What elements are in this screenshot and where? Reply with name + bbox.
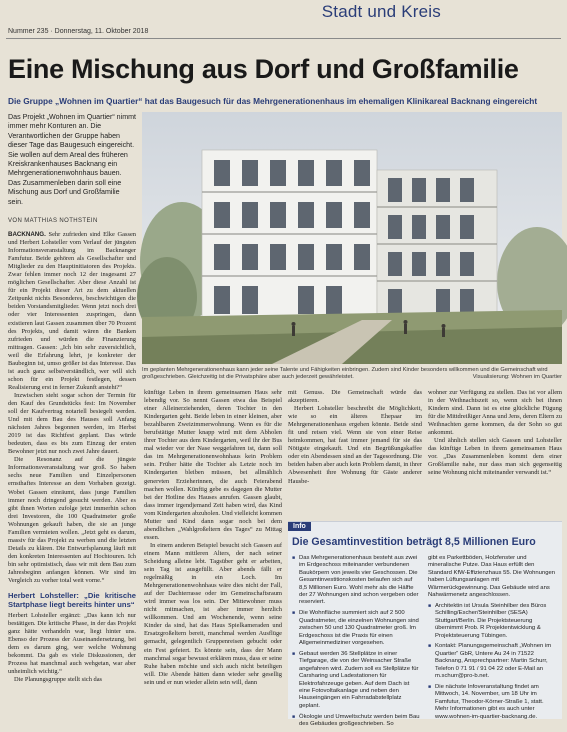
paragraph (8, 231, 136, 392)
info-item: ■ Gebaut werden 36 Stellplätze in einer Tiefgarage, die von der Weinsacher Straße angefahren wird. Zudem soll es Stellplätze für Carsharing und Ladestationen für Elektrofahrzeuge geben. Auf dem Dach ist eine Fotovoltaikanlage und neben den Hauseingängen ein Fahrradabstellplatz geplant. (292, 651, 422, 710)
section-title: Stadt und Kreis (321, 2, 441, 21)
paragraph: künftige Leben in ihrem gemeinsamen Haus sehr lebendig vor. So nennt Gassen etwa das Beispiel einer Alleinerziehenden, deren Tochter in den Kindergarten geht. Beide leben in einer kleinen, aber bezahlbaren Zweizimmerwohnung. Wenn es für die berufstätige Mutter knapp wird mit dem Abholen ihrer Tochter aus dem Kindergarten, weil ihr der Bus mal wieder vor der Nase weggefahren ist, dann soll das im Mehrgenerationenwohnhaus kein Problem sein. Früher hätte die Tochter als Letzte noch im Kindergarten bleiben müssen, bei allmählich genervten Erzieherinnen, die auch Feierabend machen wollen. Künftig gebe es dagegen die Mutter bei der Hotline des Hauses anrufen. Gassen glaubt, dass immer irgendjemand Zeit haben wird, das Kind vom Kindergarten abzuholen. Und vielleicht kommen Mutter und Kind dann sogar noch bei dem abendlichen „Wahlgroßeltern des Tages“ zu Mittag essen. (144, 389, 282, 541)
masthead (6, 0, 561, 39)
building-render (142, 112, 562, 364)
info-list-left (292, 555, 422, 732)
info-list-right (428, 555, 558, 725)
article-column-4 (428, 389, 562, 517)
paragraph: Inzwischen steht sogar schon der Termin für den Kauf des Grundstücks fest: Im November soll der Kaufvertrag notariell besiegelt werden. Und mit dem Bau des Hauses soll Anfang nächsten Jahres begonnen werden, im Herbst 2019 ist das Richtfest geplant. Das würde bedeuten, dass es bis zum Einzug der ersten Bewohner jetzt nur noch zwei Jahre dauert. (8, 391, 136, 456)
caption-text: Im geplanten Mehrgenerationenhaus kann jeder seine Talente und Fähigkeiten einbringen. Zudem sind Kinder besonders willkommen und die Gemeinschaft wird großgeschrieben. Gleichzeitig ist die Privatsphäre aber auch jederzeit gewährleistet. (142, 367, 548, 381)
info-title: Die Gesamtinvestition beträgt 8,5 Millionen Euro (292, 536, 536, 548)
caption-credit: Visualisierung: Wohnen im Quartier (472, 374, 562, 381)
paragraph: Die Planungsgruppe stellt sich das (14, 676, 103, 684)
paragraph: mit Genuss. Die Gemeinschaft würde das akzeptieren. (288, 389, 422, 405)
paragraph: wohner zur Verfügung zu stellen. Das ist vor allem in der Weihnachtszeit so, wenn sich bei ihnen Kindern sind. Dann ist es eine glückliche Fügung für die Mittdreißiger Anna und Jens, deren Eltern zu Weihnachten gerne kommen, da der Sohn so gut ankommt. (428, 389, 562, 437)
paragraph-text: Sehr zufrieden sind Elke Gassen und Herbert Lohsteller vom Verlauf der jüngsten Informationsveranstaltung im Backnanger Famfutur. Beide gehören als Gesellschafter und Mitglieder zu den Hauptinitiatoren des Projekts. Zwar fehlen immer noch 12 der insgesamt 27 möglichen Gesellschafter. Aber diese Anzahl ist für ein Projekt dieser Art zu dem aktuellen Zeitpunkt nichts Besonderes, beschwichtigen die beiden Vorstandsmitglieder. Wenn jetzt noch drei oder vier Interessenten zuspringen, dann existieren laut Gassen zusammen über 70 Prozent des Projekts, und damit wären die Banken zufrieden und würden die Finanzierung mittragen. Gassen: „Ich bin sehr zuversichtlich, weil die Erfahrung lehrt, je konkreter der Baubeginn ist, umso größer ist das Interesse. Das ist auch ganz selbstverständlich, wer will sich schon für ein Projekt festlegen, dessen Realisierung erst in ferner Zukunft ansteht?“ (8, 231, 136, 391)
article-teaser: Das Projekt „Wohnen im Quartier“ nimmt immer mehr Konturen an. Die Verantwortlichen der Gruppe haben dieser Tage das Baugesuch eingereicht. Sie wollen auf dem Areal des früheren Kreiskrankenhauses Backnang ein Mehrgenerationenwohnhaus bauen. Das Zusammenleben darin soll eine Mischung aus Dorf und Großfamilie sein. (8, 113, 136, 206)
issue-info: Nummer 235 · Donnerstag, 11. Oktober 2018 (8, 28, 149, 35)
article-column-2 (144, 389, 282, 718)
paragraph: Und ähnlich stellen sich Gassen und Lohsteller das künftige Leben in ihrem gemeinsamen Haus vor. „Das Zusammenleben kommt dem einer Großfamilie nahe, nur dass man sich gegenseitig seine Wohnung nicht miteinander verwandt ist.“ (428, 437, 562, 477)
info-box (288, 521, 562, 728)
info-item: ■ Architektin ist Ursula Steinhilber des Büros Schilling/Escher/Steinhilber (SESA) Stuttgart/Berlin. Die Projektsteuerung übernimmt Prob. R Projektentwicklung & Projektsteuerung Tübingen. (428, 603, 558, 640)
article-column-3 (288, 389, 422, 517)
info-item: ■ Die nächste Infoveranstaltung findet am Mittwoch, 14. November, um 18 Uhr im Famfutur, Theodor-Körner-Straße 1, statt. Mehr Informationen gibt es auch unter www.wohnen-im-quartier-backnang.de. (428, 684, 558, 721)
paragraph: Herbert Lohsteller ergänzt: „Das kann ich nur bestätigen. Die kritische Phase, in der das Projekt ganz hätte verhandeln war, liegt hinter uns. Ebenso der Prozess der Auseinandersetzung, bei dem es darum ging, wer welche Wohnung bekommt. Da gab es viele Diskussionen, der Prozess hat manchmal auch wehgetan, war aber unheimlich wichtig.“ (8, 612, 136, 676)
info-item: ■ Ökologie und Umweltschutz werden beim Bau des Gebäudes großgeschrieben. So (292, 714, 422, 729)
intertitle: Herbert Lohsteller: „Die kritische Startphase liegt bereits hinter uns“ (8, 591, 136, 610)
building-visualization-photo (142, 112, 562, 364)
info-item-continued: gibt es Parkettböden, Holzfenster und mineralische Putze. Das Haus erfüllt den Standard KfW-Effizienzhaus 55. Die Wohnungen haben Lüftungsanlagen mit Wärmerückgewinnung. Das Gebäude wird ans Nahwärmenetz angeschlossen. (428, 555, 556, 599)
dateline: BACKNANG. (8, 231, 46, 238)
paragraph: In einem anderen Beispiel besucht sich Gassen auf einem Mann mittleren Alters, der nach seiner Scheidung alleine lebt. Tagsüber geht er arbeiten, sein Tag ist ausgefüllt. Aber abends fällt er regelmäßig in ein Loch. Im Mehrgenerationenwohnhaus wäre dies nicht der Fall, auf der Dachterrasse oder im Gemeinschaftsraum wird immer was los sein. Der Mittewohner muss nicht mitmachen, ist aber immer herzlich willkommen. Und am Wochenende, wenn seine Kinder da sind, hat das Haus Spielkameraden und Ersatzgroßeltern bereit, manchmal werden Ausflüge gemacht, gelegentlich Gruppenreisen gebucht oder ein Fest gefeiert. Es könnte sein, dass der Mann manchmal sogar bewusst erklären muss, dass er seine Ruhe haben möchte und sich auch nicht beteiligen will. Die Abende hätten dann wieder sehr gesellig sein und er nun wieder allein sein will, dann (144, 541, 282, 686)
photo-caption (142, 367, 562, 381)
article-subhead: Die Gruppe „Wohnen im Quartier“ hat das Baugesuch für das Mehrgenerationenhaus im ehemaligen Klinikareal Backnang eingereicht (8, 96, 538, 106)
info-tag: Info (288, 522, 311, 531)
paragraph: Herbert Lohsteller beschreibt die Möglichkeit, wie so ein älteres Ehepaar im Mehrgenerationenhaus ergehen könnte. Beide sind fit und reisen viel. Wenn sie von einer Reise heimkommen, hat fast immer jemand für sie das Nötigste eingekauft. Und ein Begrüßungskaffee oder ein Abendessen sind an der Tagesordnung. Die beiden haben aber auch kein Problem damit, in ihrer Abwesenheit ihre Wohnung für Gäste anderer Hausbe- (288, 405, 422, 485)
info-item: ■ Kontakt: Planungsgemeinschaft „Wohnen im Quartier“ GbR, Untere Au 24 in 71522 Backnang, Ansprechpartner: Martin Schurr, Telefon 0 71 91 / 91 04 22 oder E-Mail an m.schurr@pro-b.net. (428, 643, 558, 680)
article-column-1 (8, 231, 136, 718)
article-headline: Eine Mischung aus Dorf und Großfamilie (8, 54, 519, 84)
paragraph: Die Resonanz auf die jüngste Informationsveranstaltung war groß. So haben sechs neue Familien und Einzelpersonen ernsthaftes Interesse an dem Vorhaben gezeigt. Wobei Gassen einräumt, dass junge Familien immer noch dringend gesucht werden. Aber es gibt ihnen Worten zufolge jetzt immerhin schon drei Investoren, die 100 Quadratmeter große Wohnungen gekauft haben, die sie an junge Familien vermieten wollen. „Jetzt geht es darum, massiv für das Projekt zu werben und die letzten Details zu klären. Die Entwurfsplanung läuft mit den konkreten Interessenten auf Hochtouren. Ich bin sehr optimistisch, dass wir mit dem Bau zum Jahresbeginn anfangen können. Wir sind im Vergleich zu vorher total weit vorne.“ (8, 456, 136, 585)
info-item: ■ Die Wohnfläche summiert sich auf 2 500 Quadratmeter, die einzelnen Wohnungen sind zwischen 50 und 130 Quadratmeter groß. Im Erdgeschoss ist die Praxis für einen Allgemeinmediziner vorgesehen. (292, 610, 422, 647)
author-byline: VON MATTHIAS NOTHSTEIN (8, 218, 98, 224)
info-item: ■ Das Mehrgenerationenhaus besteht aus zwei im Erdgeschoss miteinander verbundenen Baukörpern von jeweils vier Geschossen. Die Gesamtinvestitionskosten belaufen sich auf 8,5 Millionen Euro. Wohl mehr als die Hälfte der 27 Wohnungen sind schon vergeben oder reserviert. (292, 555, 422, 607)
